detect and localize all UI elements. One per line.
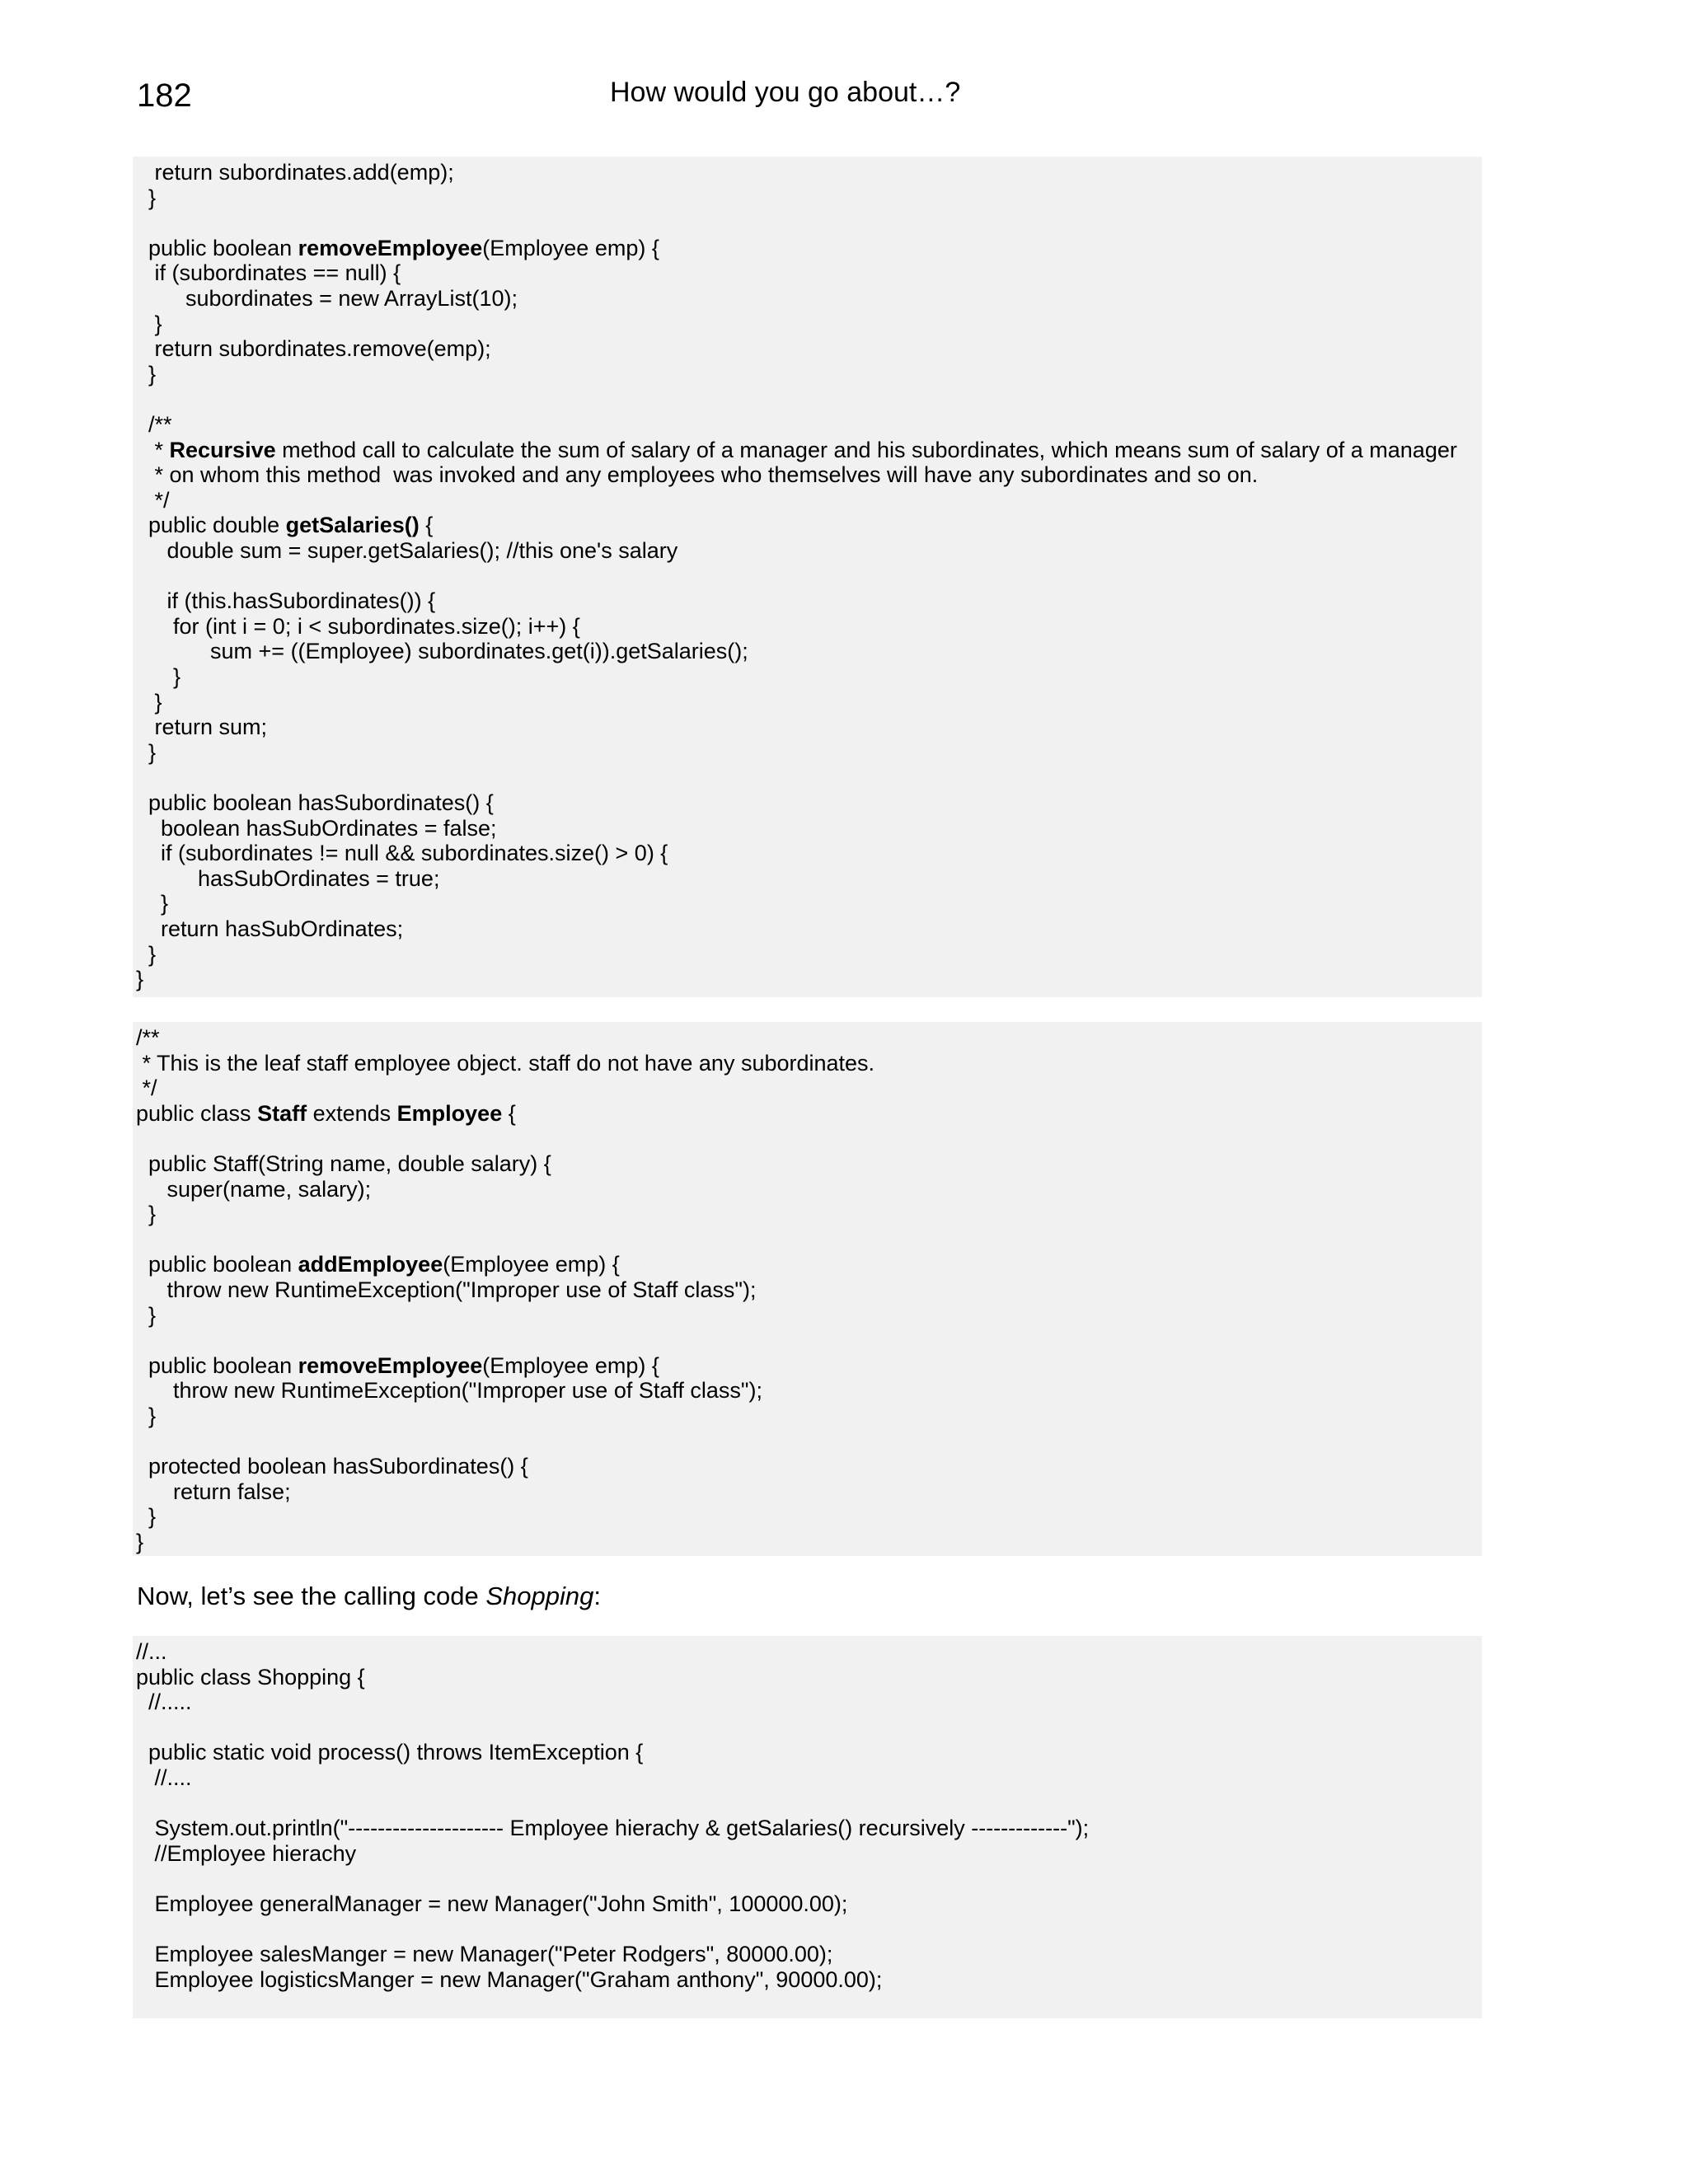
code-text: public Staff(String name, double salary) { — [136, 1151, 551, 1176]
code-line — [136, 841, 668, 866]
code-listing-manager — [133, 157, 1482, 997]
code-line — [136, 513, 433, 538]
code-text: double sum = super.getSalaries(); //this one's salary — [136, 538, 678, 563]
code-text: sum += ((Employee) subordinates.get(i)).getSalaries(); — [136, 639, 748, 664]
code-line — [136, 1816, 1089, 1841]
prose-text-end: : — [593, 1582, 601, 1610]
code-keyword-bold: Employee — [396, 1100, 503, 1126]
code-keyword-bold: Recursive — [169, 437, 276, 462]
code-text: method call to calculate the sum of salary of a manager and his subordinates, which means sum of salary of a manager — [275, 437, 1457, 462]
code-line — [136, 488, 170, 513]
code-text: public class — [136, 1100, 258, 1126]
code-line — [136, 1051, 874, 1076]
code-line — [136, 790, 494, 816]
code-text: } — [136, 941, 157, 967]
code-line — [136, 1353, 659, 1379]
code-text: throw new RuntimeException("Improper use of Staff class"); — [136, 1277, 757, 1302]
code-text: */ — [136, 1076, 157, 1101]
code-line — [136, 891, 168, 916]
code-text: protected boolean hasSubordinates() { — [136, 1454, 528, 1479]
code-line — [136, 312, 162, 337]
code-text: boolean hasSubOrdinates = false; — [136, 815, 497, 841]
code-line — [136, 1151, 551, 1177]
code-line — [136, 1530, 143, 1555]
code-line — [136, 614, 580, 640]
code-text: */ — [136, 487, 170, 513]
code-text: /** — [136, 1025, 160, 1050]
code-text: } — [136, 185, 157, 210]
code-keyword-bold: getSalaries() — [285, 513, 420, 538]
code-line — [136, 1665, 365, 1690]
code-line — [136, 236, 659, 261]
code-line — [136, 967, 143, 992]
code-text: } — [136, 891, 169, 916]
code-text: Employee logisticsManger = new Manager("Graham anthony", 90000.00); — [136, 1966, 883, 1992]
code-line — [136, 438, 1457, 463]
code-line — [136, 1967, 882, 1993]
code-text: } — [136, 739, 157, 765]
prose-text: Now, let’s see the calling code — [137, 1582, 486, 1610]
code-text: public boolean — [136, 235, 298, 260]
code-text: //Employee hierachy — [136, 1840, 357, 1866]
code-keyword-bold: removeEmployee — [298, 235, 483, 260]
code-text: } — [136, 1404, 157, 1428]
code-text: return false; — [136, 1479, 291, 1504]
code-text: return subordinates.remove(emp); — [136, 336, 491, 362]
code-line — [136, 538, 678, 564]
code-keyword-bold: addEmployee — [298, 1252, 443, 1277]
code-text: if (subordinates == null) { — [136, 260, 401, 286]
code-line — [136, 1076, 157, 1101]
code-line — [136, 942, 156, 968]
code-text: } — [136, 361, 157, 387]
code-line — [136, 1101, 516, 1127]
code-text: return subordinates.add(emp); — [136, 160, 454, 185]
code-line — [136, 336, 491, 362]
code-line — [136, 715, 267, 740]
code-text: super(name, salary); — [136, 1176, 372, 1202]
code-text: if (this.hasSubordinates()) { — [136, 588, 436, 614]
code-text: } — [136, 1504, 157, 1530]
code-line — [136, 1025, 160, 1051]
code-line — [136, 1504, 156, 1530]
code-text: hasSubOrdinates = true; — [136, 865, 440, 891]
code-line — [136, 1454, 528, 1479]
code-text: public double — [136, 513, 286, 538]
code-line — [136, 160, 454, 185]
code-text: (Employee emp) { — [443, 1252, 620, 1277]
code-keyword-bold: removeEmployee — [298, 1352, 483, 1378]
body-paragraph — [137, 1580, 601, 1613]
code-line — [136, 1841, 356, 1867]
code-text: /** — [136, 412, 172, 437]
code-line — [136, 740, 156, 766]
code-line — [136, 588, 435, 614]
code-line — [136, 1404, 156, 1429]
code-text: //... — [136, 1639, 167, 1664]
code-text: (Employee emp) { — [482, 1352, 659, 1378]
code-text: if (subordinates != null && subordinates.size() > 0) { — [136, 841, 668, 866]
code-line — [136, 1177, 371, 1202]
code-line — [136, 462, 1258, 488]
code-line — [136, 1252, 620, 1277]
code-line — [136, 1891, 847, 1917]
code-text: } — [136, 967, 144, 992]
code-keyword-bold: Staff — [257, 1100, 307, 1126]
code-line — [136, 412, 172, 438]
code-text: * — [136, 437, 170, 462]
code-text: public class Shopping { — [136, 1664, 365, 1690]
code-text: return sum; — [136, 715, 268, 740]
code-line — [136, 916, 403, 942]
code-text: * This is the leaf staff employee object. staff do not have any subordinates. — [136, 1050, 875, 1076]
code-text: public boolean — [136, 1252, 298, 1277]
code-listing-shopping — [133, 1636, 1482, 2018]
code-text: } — [136, 1302, 157, 1328]
code-line — [136, 816, 497, 841]
code-text: return hasSubOrdinates; — [136, 916, 404, 941]
code-line — [136, 1202, 156, 1227]
code-text: System.out.println("--------------------- Employee hierachy & getSalaries() recursively -------------"); — [136, 1816, 1090, 1841]
code-line — [136, 1639, 167, 1665]
code-text: } — [136, 1530, 144, 1554]
page-number: 182 — [137, 77, 192, 114]
code-line — [136, 185, 156, 211]
code-line — [136, 1479, 291, 1505]
code-line — [136, 664, 181, 690]
code-text: for (int i = 0; i < subordinates.size(); i++) { — [136, 613, 580, 639]
code-text: Employee salesManger = new Manager("Peter Rodgers", 80000.00); — [136, 1942, 833, 1967]
running-title: How would you go about…? — [610, 77, 961, 108]
code-line — [136, 1690, 192, 1715]
code-line — [136, 690, 162, 715]
code-text: public boolean — [136, 1352, 298, 1378]
code-listing-staff — [133, 1022, 1482, 1556]
code-text: //..... — [136, 1690, 192, 1715]
code-line — [136, 362, 156, 387]
code-text: (Employee emp) { — [482, 235, 659, 260]
code-text: Employee generalManager = new Manager("John Smith", 100000.00); — [136, 1891, 848, 1916]
code-text: extends — [307, 1100, 397, 1126]
code-line — [136, 1277, 756, 1303]
code-text: } — [136, 664, 181, 689]
code-text: { — [419, 513, 434, 538]
code-text: //.... — [136, 1765, 192, 1790]
code-text: { — [502, 1100, 516, 1126]
code-line — [136, 639, 748, 664]
code-line — [136, 1765, 192, 1791]
code-text: } — [136, 311, 162, 336]
code-line — [136, 260, 401, 286]
code-line — [136, 1303, 156, 1329]
code-text: } — [136, 689, 162, 715]
code-text: } — [136, 1202, 157, 1227]
code-text: * on whom this method was invoked and any employees who themselves will have any subordinates and so on. — [136, 462, 1259, 488]
code-text: public boolean hasSubordinates() { — [136, 790, 494, 815]
code-line — [136, 1942, 832, 1967]
prose-emphasis: Shopping — [485, 1582, 594, 1610]
code-line — [136, 1740, 643, 1765]
code-text: throw new RuntimeException("Improper use of Staff class"); — [136, 1378, 762, 1404]
code-line — [136, 1378, 762, 1404]
code-line — [136, 866, 439, 892]
code-text: public static void process() throws ItemException { — [136, 1740, 644, 1765]
code-text: subordinates = new ArrayList(10); — [136, 286, 518, 311]
code-line — [136, 286, 518, 312]
